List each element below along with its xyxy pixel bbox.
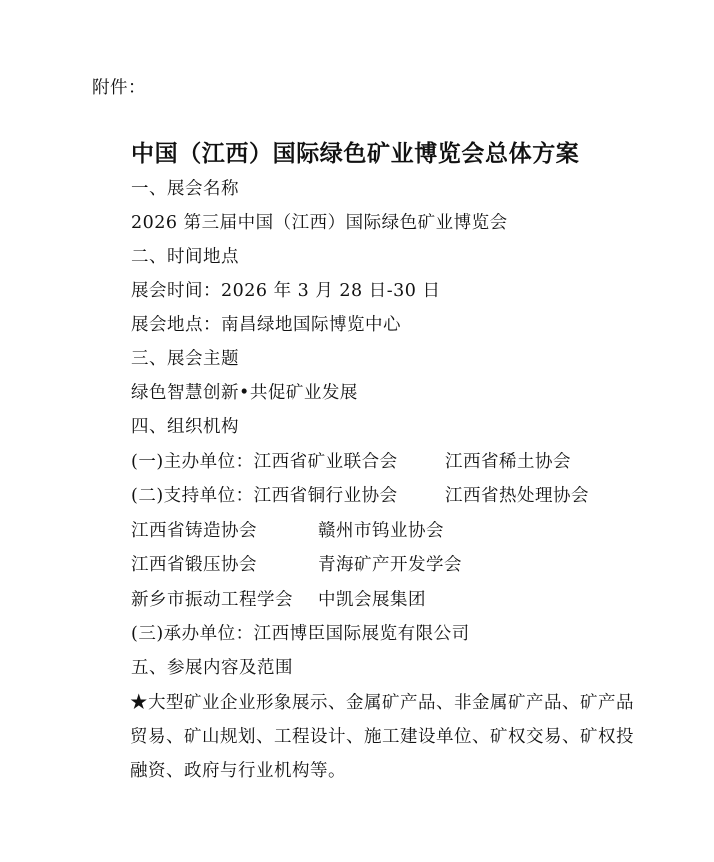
support-unit-5: 江西省锻压协会 xyxy=(131,555,257,575)
host-unit-2: 江西省稀土协会 xyxy=(445,452,571,472)
exhibition-name: 2026 第三届中国（江西）国际绿色矿业博览会 xyxy=(131,213,508,233)
support-unit-3: 江西省铸造协会 xyxy=(131,521,257,541)
attachment-label: 附件： xyxy=(92,78,146,98)
support-unit-6: 青海矿产开发学会 xyxy=(318,555,462,575)
section-3-heading: 三、展会主题 xyxy=(131,349,239,369)
section-2-heading: 二、时间地点 xyxy=(131,247,239,267)
exhibit-scope-paragraph xyxy=(100,686,640,788)
exhibition-time: 展会时间：2026 年 3 月 28 日-30 日 xyxy=(131,281,441,301)
support-units: (二)支持单位：江西省铜行业协会 xyxy=(131,486,398,506)
organizer-unit: (三)承办单位：江西博臣国际展览有限公司 xyxy=(131,624,470,644)
document-title: 中国（江西）国际绿色矿业博览会总体方案 xyxy=(131,141,580,167)
support-unit-7: 新乡市振动工程学会 xyxy=(131,590,293,610)
section-5-heading: 五、参展内容及范围 xyxy=(131,658,293,678)
exhibition-venue: 展会地点：南昌绿地国际博览中心 xyxy=(131,315,401,335)
section-4-heading: 四、组织机构 xyxy=(131,417,239,437)
support-unit-4: 赣州市钨业协会 xyxy=(318,521,444,541)
support-unit-8: 中凯会展集团 xyxy=(318,590,426,610)
support-unit-2: 江西省热处理协会 xyxy=(445,486,589,506)
exhibit-scope-text: ★大型矿业企业形象展示、金属矿产品、非金属矿产品、矿产品贸易、矿山规划、工程设计、施工建设单位、矿权交易、矿权投融资、政府与行业机构等。 xyxy=(130,693,634,781)
section-1-heading: 一、展会名称 xyxy=(131,179,239,199)
exhibition-theme: 绿色智慧创新•共促矿业发展 xyxy=(131,383,358,403)
host-units: (一)主办单位：江西省矿业联合会 xyxy=(131,452,398,472)
